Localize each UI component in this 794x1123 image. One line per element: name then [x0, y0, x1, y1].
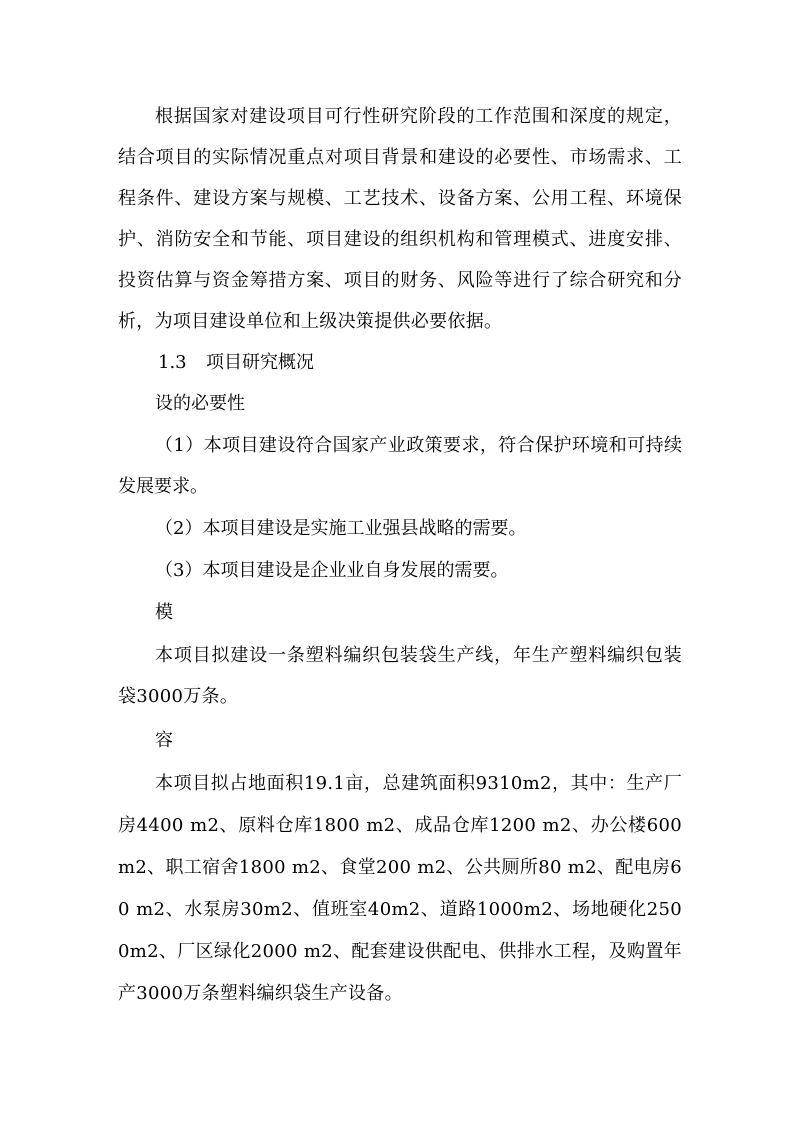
section-number: 1.3 — [158, 352, 187, 373]
section-title: 项目研究概况 — [206, 352, 314, 373]
necessity-item-1: （1）本项目建设符合国家产业政策要求，符合保护环境和可持续发展要求。 — [118, 435, 682, 497]
section-heading — [118, 342, 682, 383]
content-heading: 容 — [155, 730, 173, 751]
content-paragraph: 本项目拟占地面积19.1亩，总建筑面积9310m2，其中：生产厂房4400 m2、原料仓库1800 m2、成品仓库1200 m2、办公楼600m2、职工宿舍1800 m2、食堂200 m2、公共厕所80 m2、配电房60 m2、水泵房30m2、值班室40m2、道路1000m2、场地硬化2500m2、厂区绿化2000 m2、配套建设供配电、供排水工程，及购置年产3000万条塑料编织袋生产设备。 — [118, 773, 682, 1004]
document-body — [118, 96, 682, 1015]
necessity-heading: 设的必要性 — [155, 393, 245, 414]
scale-heading: 模 — [155, 602, 173, 623]
scale-paragraph: 本项目拟建设一条塑料编织包装袋生产线，年生产塑料编织包装袋3000万条。 — [118, 645, 682, 707]
necessity-item-2: （2）本项目建设是实施工业强县战略的需要。 — [155, 518, 527, 539]
necessity-item-3: （3）本项目建设是企业业自身发展的需要。 — [155, 560, 509, 581]
intro-paragraph: 根据国家对建设项目可行性研究阶段的工作范围和深度的规定，结合项目的实际情况重点对项目背景和建设的必要性、市场需求、工程条件、建设方案与规模、工艺技术、设备方案、公用工程、环境保护、消防安全和节能、项目建设的组织机构和管理模式、进度安排、投资估算与资金筹措方案、项目的财务、风险等进行了综合研究和分析，为项目建设单位和上级决策提供必要依据。 — [118, 106, 682, 332]
